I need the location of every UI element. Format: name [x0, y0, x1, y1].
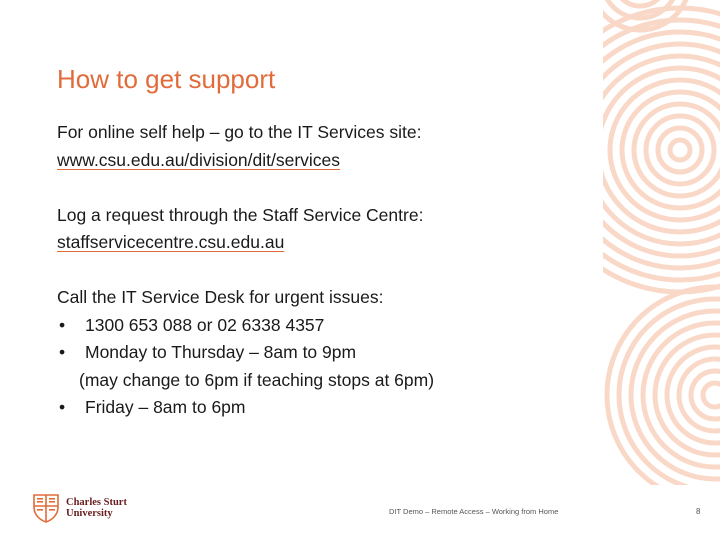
log-request-text: Log a request through the Staff Service Centre:	[57, 204, 424, 225]
university-crest-icon	[31, 492, 61, 524]
list-item	[57, 394, 577, 422]
online-help-text: For online self help – go to the IT Services site:	[57, 122, 422, 142]
slide-content	[57, 119, 577, 422]
bullet-icon: •	[59, 314, 66, 335]
weekday-hours: Monday to Thursday – 8am to 9pm	[85, 342, 357, 362]
phone-numbers: 1300 653 088 or 02 6338 4357	[85, 314, 325, 335]
slide-title: How to get support	[57, 64, 276, 94]
it-services-link[interactable]: www.csu.edu.au/division/dit/services	[57, 149, 341, 170]
logo-line-2: University	[66, 508, 113, 519]
concentric-rings-lower	[607, 287, 720, 503]
footer-text: DIT Demo – Remote Access – Working from Home	[389, 507, 559, 516]
page-number: 8	[696, 507, 701, 516]
hours-note: (may change to 6pm if teaching stops at 6pm)	[79, 369, 435, 390]
list-item	[57, 312, 577, 340]
logo-line-1: Charles Sturt	[66, 497, 127, 508]
bullet-icon: •	[59, 342, 66, 362]
list-item	[57, 339, 577, 367]
friday-hours: Friday – 8am to 6pm	[85, 397, 246, 417]
service-desk-intro: Call the IT Service Desk for urgent issues:	[57, 287, 384, 307]
university-logo-text	[66, 497, 127, 519]
staff-service-centre-link[interactable]: staffservicecentre.csu.edu.au	[57, 232, 285, 252]
bullet-icon: •	[59, 397, 66, 417]
